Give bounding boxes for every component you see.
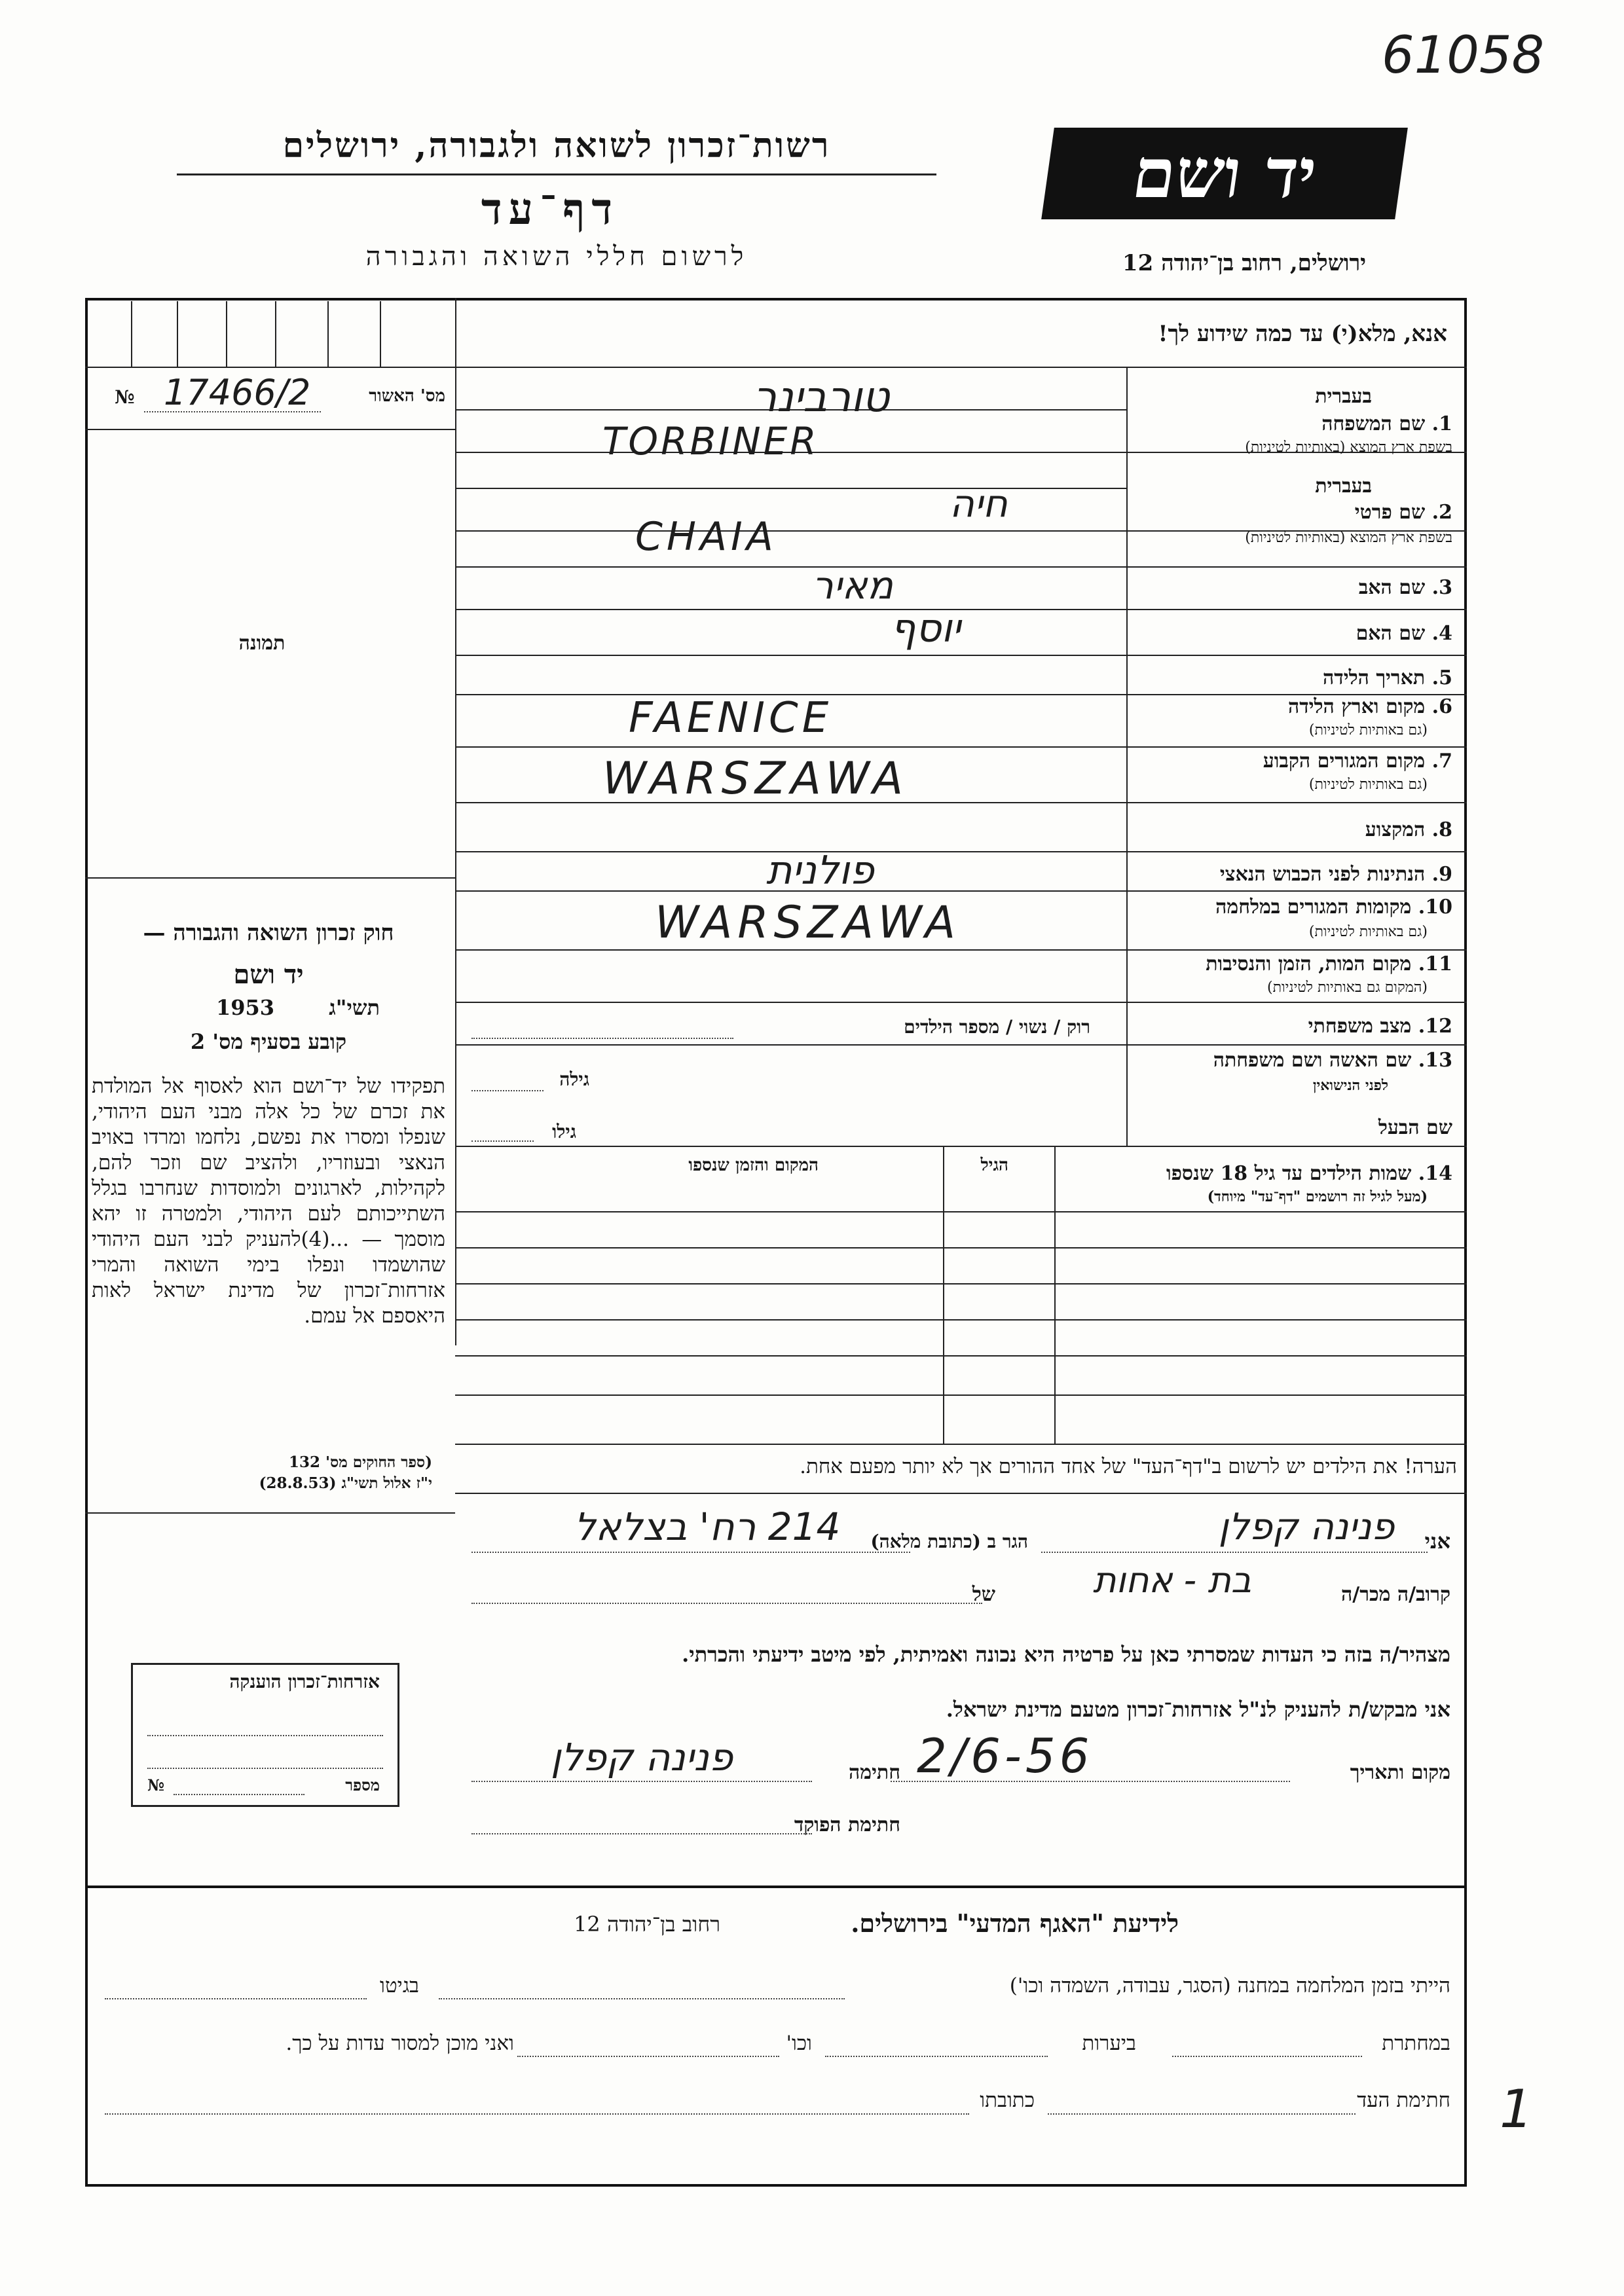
value-war-residence: WARSZAWA — [655, 897, 961, 949]
value-first-latin: CHAIA — [635, 514, 777, 560]
footer-camp-line: הייתי בזמן המלחמה במחנה (הסגר, עבודה, השמדה וכו') — [1009, 1974, 1450, 1997]
citizenship-symbol: № — [147, 1776, 165, 1795]
address: ירושלים, רחוב בן־יהודה 12 — [1122, 250, 1367, 276]
page-mark: 1 — [1500, 2079, 1533, 2140]
value-residence: WARSZAWA — [602, 753, 909, 805]
children-age-header: הגיל — [980, 1156, 1008, 1175]
footer-ready: ואני מוכן למסור עדות על כך. — [286, 2032, 514, 2055]
resident-label: הגר ב (כתובת מלאה) — [870, 1531, 1028, 1552]
value-first-he: חיה — [950, 481, 1008, 526]
footer-separator — [85, 1886, 1467, 1888]
signature-label: חתימה — [849, 1761, 900, 1784]
value-citizenship: פולנית — [766, 848, 874, 894]
law-ref1: (ספר החוקים מס' 132 — [289, 1453, 432, 1471]
footer-address-label: כתובתו — [980, 2088, 1035, 2112]
law-ref2: י"ז אלול תשי"ג (28.8.53) — [259, 1474, 432, 1492]
husband-age-label: גילו — [552, 1121, 576, 1142]
law-year-he: תשי"ג — [329, 995, 380, 1020]
children-title: 14. שמות הילדים עד גיל 18 שנספו — [1166, 1162, 1452, 1185]
citizenship-number-label: מספר — [345, 1776, 380, 1795]
approval-number: 17466/2 — [164, 372, 311, 413]
officer-signature-label: חתימת הפוקד — [794, 1813, 900, 1836]
citizenship-title: אזרחות־זכרון הוענקה — [229, 1671, 380, 1692]
law-text: תפקידו של יד־ושם הוא לאסוף אל המולדת את זכרם של כל אלה מבני העם היהודי, שנפלו ומסרו את נפשם, נלחמו ומרדו באויב הנאצי ובעוזריו, ולהציב שם וזכר להם, לקהילות, לארגונים ולמוסדות שנחרבו בגלל השתייכותם לעם היהודי, ולמטרה זו יהא מוסמך — ...(4)להעניק לבני העם היהודי שהושמדו ונפלו בימי השואה והמרי אזרחות־זכרון של מדינת ישראל לאות היאספם אל עמם. — [92, 1074, 445, 1328]
declarant-signature: פנינה קפלן — [550, 1735, 733, 1779]
approval-label: מס' האשור — [369, 386, 445, 406]
declaration-text: מצהיר/ה בזה כי העדות שמסרתי כאן על פרטיה היא נכונה ואמיתית, לפי מיטב ידיעתי והכרתי. — [682, 1642, 1450, 1667]
value-family-he: טורבינר — [753, 373, 890, 422]
footer-title: לידיעת "האגף המדעי" בירושלים. — [851, 1908, 1179, 1938]
declarant-relation: בת - אחות — [1092, 1559, 1252, 1601]
yad-vashem-logo: יד ושם — [1041, 128, 1408, 219]
children-subtitle: (מעל לגיל זה רושמים "דף־עד" מיוחד) — [1207, 1188, 1428, 1205]
law-year: 1953 — [216, 995, 275, 1020]
approval-symbol: № — [115, 386, 135, 408]
footer-witness-signature: חתימת העד — [1357, 2088, 1450, 2112]
photo-label: תמונה — [238, 632, 286, 655]
note-text: הערה! את הילדים יש לרשום ב"דף־העד" של אחד ההורים אך לא יותר מפעם אחת. — [800, 1455, 1457, 1478]
husband-label: שם הבעל — [1378, 1116, 1452, 1139]
footer-partisan: במחתרת — [1382, 2032, 1450, 2055]
request-text: אני מבקש/ת להעניק לנ"ל אזרחות־זכרון מטעם מדינת ישראל. — [946, 1697, 1450, 1722]
law-clause: קובע בסעיף מס' 2 — [190, 1029, 347, 1054]
value-family-latin: TORBINER — [602, 419, 819, 464]
notice-text: אנא, מלא(י) עד כמה שידוע לך! — [1158, 321, 1447, 347]
relative-label: קרוב/ה מכר/ה — [1341, 1583, 1450, 1606]
form-purpose: לרשום חללי השואה והגבורה — [365, 242, 748, 272]
archive-number: 61058 — [1382, 26, 1545, 85]
authority-title: רשות־זכרון לשואה ולגבורה, ירושלים — [282, 126, 831, 166]
declarant-address: 214 רח' בצלאל — [574, 1504, 841, 1549]
marital-options: רוק / נשוי / מספר הילדים — [904, 1016, 1090, 1038]
footer-address: רחוב בן־יהודה 12 — [574, 1912, 720, 1937]
of-label: של — [972, 1583, 995, 1606]
law-title: חוק זכרון השואה והגבורה — — [143, 920, 394, 946]
declarant-name: פנינה קפלן — [1218, 1506, 1395, 1548]
footer-ghetto: בגיטו — [380, 1974, 419, 1997]
law-name: יד ושם — [233, 959, 304, 990]
value-mother: יוסף — [891, 606, 961, 651]
place-date-label: מקום ותאריך — [1350, 1761, 1450, 1784]
footer-etc: וכו' — [786, 2032, 812, 2055]
value-birthplace: FAENICE — [629, 694, 833, 742]
footer-forests: ביערות — [1082, 2032, 1136, 2055]
declaration-date: 2/6-56 — [917, 1728, 1094, 1783]
form-name: דף־עד — [481, 183, 619, 234]
value-father: מאיר — [812, 563, 893, 608]
authority-underline — [177, 173, 936, 175]
children-place-header: המקום והזמן שנספו — [688, 1156, 819, 1175]
declarant-ani: אני — [1424, 1529, 1450, 1554]
wife-age-label: גילה — [559, 1068, 589, 1090]
